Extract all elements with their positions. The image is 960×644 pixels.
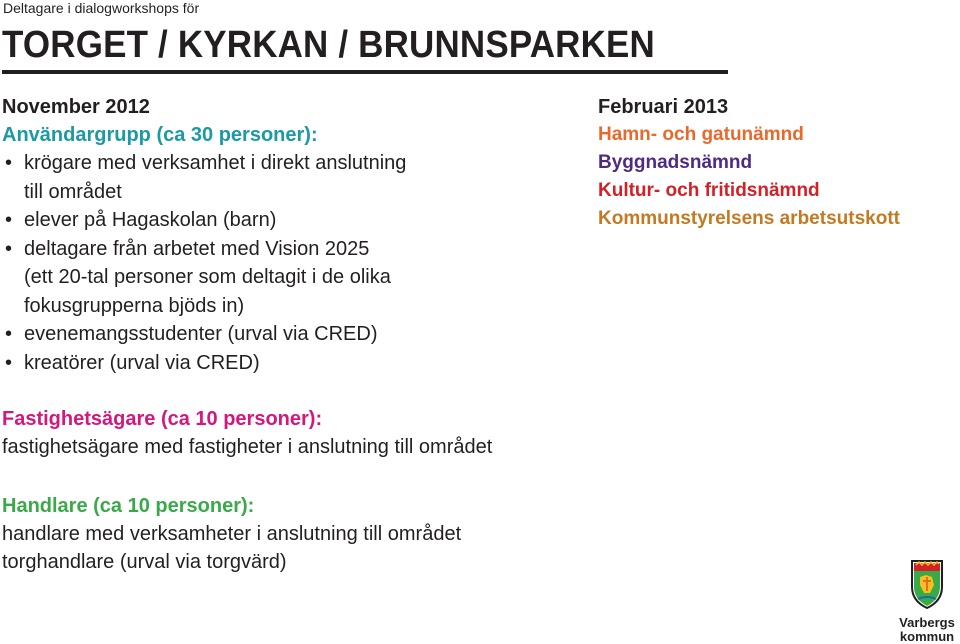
committee-section: [598, 93, 958, 233]
bullet-dot: •: [5, 323, 13, 345]
list-item-text: krögare med verksamhet i direkt anslutning: [24, 152, 407, 174]
list-item-text: till området: [24, 180, 122, 203]
property-owners-section: [2, 405, 702, 461]
varbergs-kommun-logo: [896, 555, 958, 644]
property-owners-lines: [2, 433, 702, 461]
committee-item: Byggnadsnämnd: [598, 152, 753, 173]
list-item-text: evenemangsstudenter (urval via CRED): [24, 323, 378, 345]
coat-of-arms-icon: [896, 555, 958, 611]
committee-list: [598, 121, 958, 233]
list-item-text: fokusgrupperna bjöds in): [24, 294, 245, 317]
list-item-text: (ett 20-tal personer som deltagit i de olika: [24, 266, 391, 288]
user-group-list-item: [2, 320, 582, 349]
committee-item: Hamn- och gatunämnd: [598, 124, 804, 145]
list-item-text: deltagare från arbetet med Vision 2025: [24, 237, 370, 260]
february-date: Februari 2013: [598, 96, 729, 118]
user-group-list-item: [2, 149, 582, 206]
november-date: November 2012: [2, 96, 150, 118]
list-item-text: elever på Hagaskolan (barn): [24, 209, 277, 231]
title-underline: [2, 70, 728, 74]
traders-line: torghandlare (urval via torgvärd): [2, 551, 287, 573]
user-group-list-item: [2, 206, 582, 235]
logo-text-line2: kommun: [899, 629, 955, 644]
committee-item: Kultur- och fritidsnämnd: [598, 180, 820, 201]
page-title: TORGET / KYRKAN / BRUNNSPARKEN: [2, 24, 655, 66]
user-group-list-item: [2, 349, 582, 378]
bullet-dot: •: [5, 152, 13, 174]
bullet-dot: •: [5, 237, 13, 260]
list-item-text: kreatörer (urval via CRED): [24, 351, 260, 374]
traders-section: [2, 492, 702, 576]
owners-line: fastighetsägare med fastigheter i anslutning till området: [2, 436, 493, 458]
committee-item: Kommunstyrelsens arbetsutskott: [598, 208, 900, 229]
user-group-list: [2, 149, 582, 377]
traders-line: handlare med verksamheter i anslutning till området: [2, 523, 462, 545]
bullet-dot: •: [5, 209, 13, 231]
user-group-heading: Användargrupp (ca 30 personer):: [2, 124, 318, 146]
traders-heading: Handlare (ca 10 personer):: [2, 495, 255, 517]
user-group-section: [2, 93, 582, 377]
user-group-list-item: [2, 235, 582, 321]
page-kicker: Deltagare i dialogworkshops för: [3, 0, 200, 16]
traders-lines: [2, 520, 702, 576]
logo-text-line1: Varbergs: [899, 615, 955, 630]
property-owners-heading: Fastighetsägare (ca 10 personer):: [2, 408, 323, 430]
bullet-dot: •: [5, 351, 13, 374]
